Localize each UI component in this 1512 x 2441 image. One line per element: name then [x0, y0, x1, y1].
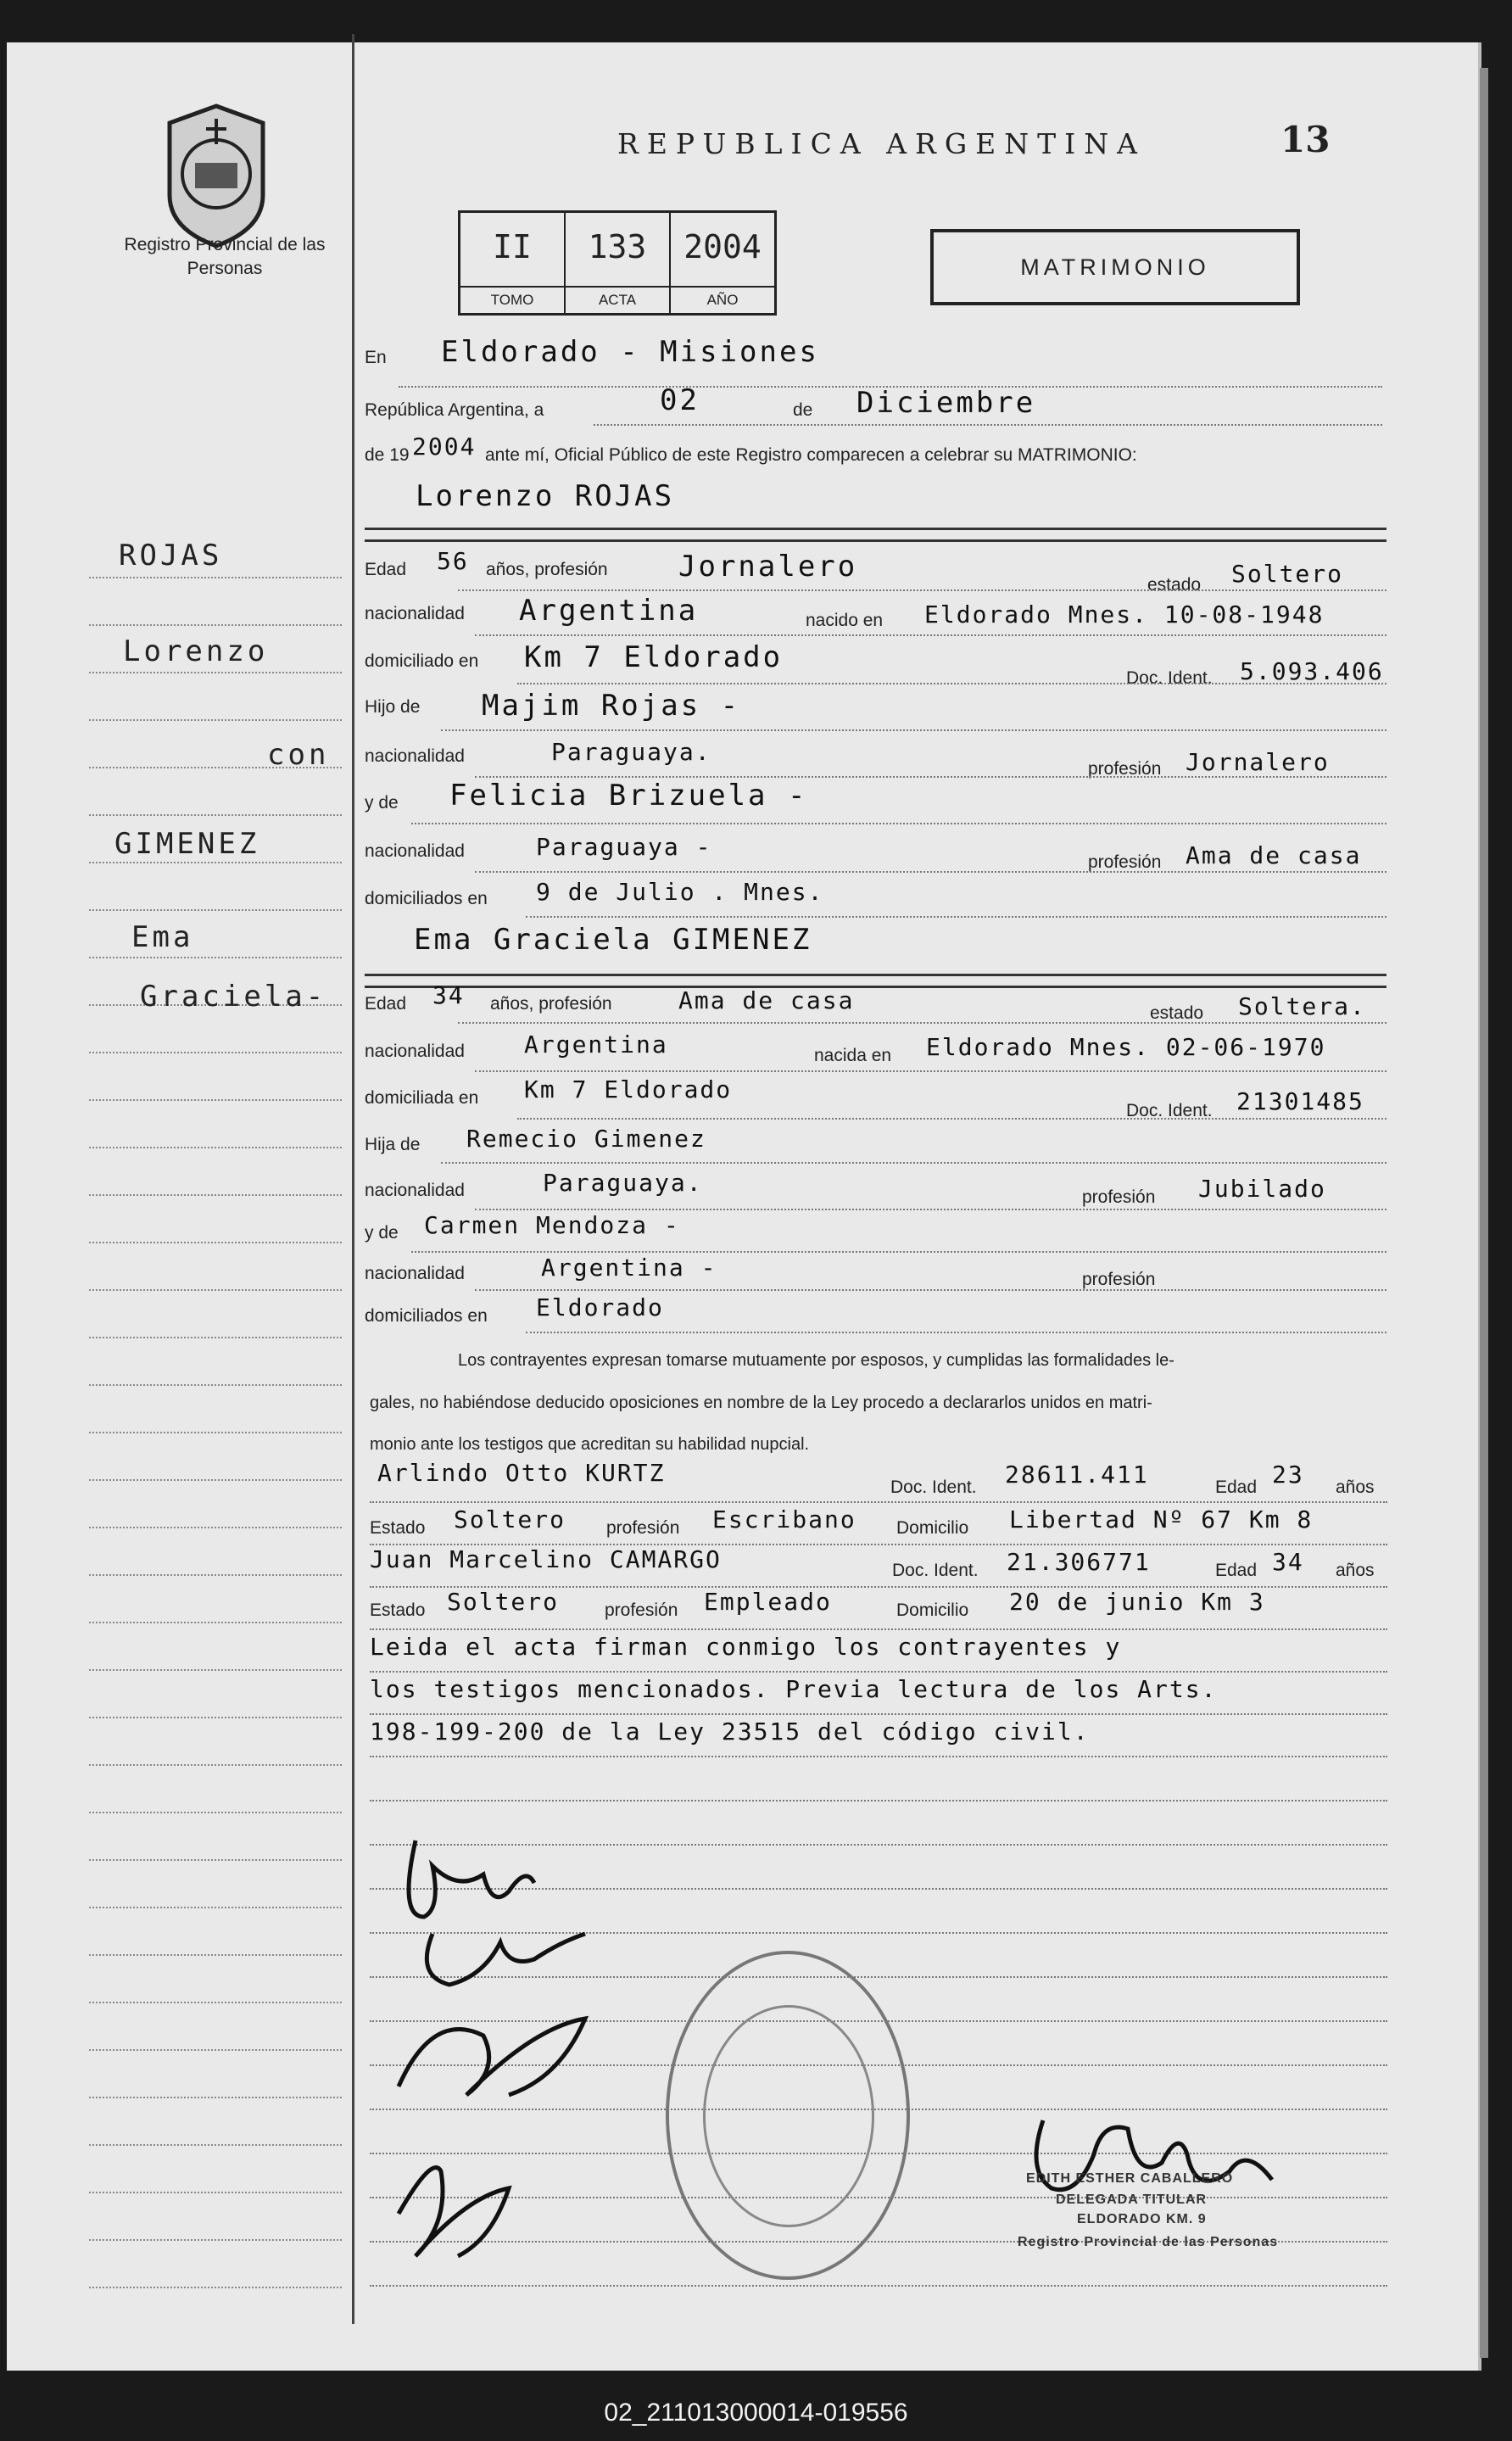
page-rule — [370, 1756, 1387, 1757]
en-label: En — [365, 348, 387, 367]
witness1-anios-label: años — [1336, 1477, 1375, 1497]
tomo-value: II — [493, 228, 532, 265]
official-seal-icon — [666, 1951, 910, 2280]
document-type: MATRIMONIO — [930, 229, 1300, 305]
bride-padre-prof-label: profesión — [1082, 1187, 1156, 1207]
statement-line2: gales, no habiéndose deducido oposiciones en nombre de la Ley procedo a declararlos unidos en matri- — [370, 1394, 1152, 1412]
witness1-line1 — [370, 1501, 1387, 1503]
bride-line8 — [526, 1332, 1386, 1333]
bride-line5 — [475, 1209, 1386, 1210]
margin-rule — [89, 1527, 342, 1528]
witness2-prof-label: profesión — [605, 1600, 678, 1620]
official-title: DELEGADA TITULAR — [1056, 2192, 1208, 2207]
groom-dom-label: domiciliado en — [365, 651, 479, 671]
groom-padres-dom-label: domiciliados en — [365, 889, 488, 908]
margin-rule — [89, 2239, 342, 2241]
bride-edad-label: Edad — [365, 994, 407, 1014]
groom-profesion: Jornalero — [678, 550, 858, 584]
witness1-estado: Soltero — [454, 1505, 566, 1533]
ante-text: ante mí, Oficial Público de este Registro comparecen a celebrar su MATRIMONIO: — [485, 445, 1137, 465]
margin-surname-bride: GIMENEZ — [114, 827, 260, 861]
margin-rule — [89, 1812, 342, 1813]
margin-rule — [89, 1147, 342, 1148]
witness2-name: Juan Marcelino CAMARGO — [370, 1545, 722, 1573]
witness2-doc-label: Doc. Ident. — [892, 1561, 979, 1580]
groom-nac-label: nacionalidad — [365, 604, 465, 623]
bride-nacida-label: nacida en — [814, 1046, 892, 1065]
groom-padre-prof-label: profesión — [1088, 759, 1162, 779]
margin-rule — [89, 1052, 342, 1053]
margin-rule — [89, 577, 342, 578]
bride-line3 — [517, 1118, 1386, 1120]
bride-nac-label: nacionalidad — [365, 1042, 465, 1061]
margin-surname-groom: ROJAS — [119, 539, 223, 573]
groom-yde-label: y de — [365, 793, 399, 813]
margin-divider — [352, 34, 354, 2324]
bride-padres-dom-label: domiciliados en — [365, 1306, 488, 1326]
groom-padre-prof: Jornalero — [1186, 748, 1330, 776]
notes-rule2 — [370, 1713, 1387, 1715]
bride-dom-label: domiciliada en — [365, 1088, 479, 1108]
witness1-edad-label: Edad — [1215, 1477, 1258, 1497]
margin-rule — [89, 2192, 342, 2193]
margin-rule — [89, 1669, 342, 1671]
bride-madre-nac: Argentina - — [541, 1254, 717, 1282]
groom-hijo-label: Hijo de — [365, 697, 421, 717]
bride-section-line — [365, 986, 1386, 988]
statement-line1: Los contrayentes expresan tomarse mutuamente por esposos, y cumplidas las formalidades le- — [458, 1351, 1174, 1370]
margin-rule — [89, 1717, 342, 1718]
anio-value: 2004 — [683, 228, 762, 265]
signatures-icon — [365, 1815, 661, 2324]
record-id-box — [458, 210, 777, 316]
bride-doc-label: Doc. Ident. — [1126, 1101, 1213, 1120]
margin-rule — [89, 1242, 342, 1243]
groom-nacionalidad: Argentina — [519, 594, 699, 628]
margin-rule — [89, 1954, 342, 1956]
witness2-estado: Soltero — [447, 1588, 560, 1616]
margin-rule — [89, 909, 342, 911]
groom-domicilio: Km 7 Eldorado — [524, 640, 784, 674]
margin-name-groom: Lorenzo — [123, 634, 269, 668]
witness2-domicilio: 20 de junio Km 3 — [1009, 1588, 1265, 1616]
bride-doc: 21301485 — [1236, 1087, 1364, 1115]
tomo-cell — [460, 213, 566, 313]
margin-name2-bride: Graciela- — [140, 980, 327, 1014]
groom-line1 — [458, 589, 1386, 591]
groom-line7 — [475, 871, 1386, 873]
image-identifier: 02_211013000014-019556 — [604, 2399, 908, 2427]
page-header: REPUBLICA ARGENTINA — [617, 127, 1146, 160]
margin-rule — [89, 1289, 342, 1291]
groom-padre-nac: Paraguaya. — [551, 738, 711, 766]
notes-line1: Leida el acta firman conmigo los contrayentes y — [370, 1633, 1122, 1661]
bride-nacida: Eldorado Mnes. 02-06-1970 — [926, 1033, 1326, 1061]
statement-line3: monio ante los testigos que acreditan su habilidad nupcial. — [370, 1435, 810, 1454]
witness1-doc: 28611.411 — [1005, 1461, 1149, 1489]
de-label: de — [793, 400, 813, 420]
groom-full-name: Lorenzo ROJAS — [416, 479, 675, 513]
witness2-edad: 34 — [1272, 1548, 1304, 1576]
witness2-estado-label: Estado — [370, 1600, 426, 1620]
bride-padres-dom: Eldorado — [536, 1293, 664, 1321]
registry-name: Registro Provincial de las Personas — [124, 235, 326, 278]
witness2-anios-label: años — [1336, 1561, 1375, 1580]
official-registry: Registro Provincial de las Personas — [1018, 2235, 1279, 2249]
margin-rule — [89, 1099, 342, 1101]
groom-padre: Majim Rojas - — [482, 689, 741, 723]
groom-padres-dom: 9 de Julio . Mnes. — [536, 878, 824, 906]
groom-madre-prof-label: profesión — [1088, 852, 1162, 872]
official-name: EDITH ESTHER CABALLERO — [1026, 2171, 1234, 2186]
witness1-domicilio: Libertad Nº 67 Km 8 — [1009, 1505, 1314, 1533]
margin-rule — [89, 1337, 342, 1338]
acta-label: ACTA — [566, 286, 669, 313]
margin-rule — [89, 1764, 342, 1766]
bride-prof-label: años, profesión — [490, 994, 612, 1014]
margin-rule — [89, 2287, 342, 2288]
bride-domicilio: Km 7 Eldorado — [524, 1075, 733, 1103]
groom-edad-label: Edad — [365, 560, 407, 579]
margin-rule — [89, 672, 342, 673]
groom-line5 — [475, 776, 1386, 778]
bride-line1 — [458, 1022, 1386, 1024]
groom-madre-nac: Paraguaya - — [536, 833, 712, 861]
groom-nacido: Eldorado Mnes. 10-08-1948 — [924, 600, 1325, 628]
margin-rule — [89, 719, 342, 721]
margin-rule — [89, 1907, 342, 1908]
bride-madre-nac-label: nacionalidad — [365, 1264, 465, 1283]
bride-yde-label: y de — [365, 1223, 399, 1243]
witness2-doc: 21.306771 — [1007, 1548, 1151, 1576]
notes-line3: 198-199-200 de la Ley 23515 del código civil. — [370, 1718, 1090, 1746]
groom-madre-prof: Ama de casa — [1186, 841, 1362, 869]
place-value: Eldorado - Misiones — [441, 335, 819, 369]
groom-estado-label: estado — [1147, 575, 1202, 595]
witness1-edad: 23 — [1272, 1461, 1304, 1489]
margin-rule — [89, 1194, 342, 1196]
witness2-profesion: Empleado — [704, 1588, 832, 1616]
tomo-label: TOMO — [460, 286, 564, 313]
bride-hija-label: Hija de — [365, 1135, 421, 1154]
groom-section-line — [365, 539, 1386, 542]
acta-value: 133 — [588, 228, 647, 265]
margin-rule — [89, 1384, 342, 1386]
bride-madre: Carmen Mendoza - — [424, 1211, 680, 1239]
year-prefix: de 19 — [365, 445, 410, 465]
date-line — [594, 424, 1382, 426]
witness1-dom-label: Domicilio — [896, 1518, 969, 1538]
page-number: 13 — [1280, 119, 1331, 160]
anio-cell — [671, 213, 774, 313]
bride-padre-nac: Paraguaya. — [543, 1169, 703, 1197]
bride-edad: 34 — [432, 981, 465, 1009]
notes-rule1 — [370, 1671, 1387, 1673]
year-value: 2004 — [412, 433, 477, 461]
republica-label: República Argentina, a — [365, 400, 544, 420]
page-rule — [370, 1800, 1387, 1801]
groom-madre: Felicia Brizuela - — [449, 779, 808, 813]
groom-line3 — [517, 683, 1386, 684]
groom-doc: 5.093.406 — [1240, 657, 1384, 685]
bride-nacionalidad: Argentina — [524, 1031, 668, 1059]
bride-full-name: Ema Graciela GIMENEZ — [414, 923, 812, 957]
official-location: ELDORADO KM. 9 — [1077, 2212, 1207, 2226]
groom-doc-label: Doc. Ident. — [1126, 668, 1213, 688]
groom-line8 — [526, 916, 1386, 918]
groom-line6 — [411, 823, 1386, 824]
bride-profesion: Ama de casa — [678, 986, 855, 1014]
bride-madre-prof-label: profesión — [1082, 1270, 1156, 1289]
margin-name-bride: Ema — [131, 920, 194, 954]
margin-rule — [89, 624, 342, 626]
bride-estado: Soltera. — [1238, 992, 1366, 1020]
groom-nacido-label: nacido en — [806, 611, 884, 630]
margin-rule — [89, 862, 342, 863]
bride-name-line — [365, 974, 1386, 976]
groom-estado: Soltero — [1231, 560, 1344, 588]
margin-rule — [89, 1479, 342, 1481]
witness2-edad-label: Edad — [1215, 1561, 1258, 1580]
bride-line6 — [411, 1251, 1386, 1253]
margin-rule — [89, 1432, 342, 1433]
bride-line7 — [475, 1289, 1386, 1291]
bride-padre: Remecio Gimenez — [466, 1125, 706, 1153]
witness1-profesion: Escribano — [712, 1505, 856, 1533]
margin-rule — [89, 2144, 342, 2146]
bride-estado-label: estado — [1150, 1003, 1204, 1023]
bride-line2 — [475, 1070, 1386, 1072]
margin-rule — [89, 1859, 342, 1861]
provincial-seal-icon — [157, 102, 276, 250]
witness2-dom-label: Domicilio — [896, 1600, 969, 1620]
witness1-name: Arlindo Otto KURTZ — [377, 1459, 666, 1487]
witness1-doc-label: Doc. Ident. — [890, 1477, 977, 1497]
groom-edad: 56 — [437, 547, 469, 575]
groom-madre-nac-label: nacionalidad — [365, 841, 465, 861]
acta-cell — [566, 213, 671, 313]
margin-rule — [89, 957, 342, 958]
groom-padre-nac-label: nacionalidad — [365, 746, 465, 766]
margin-rule — [89, 2097, 342, 2098]
witness1-estado-label: Estado — [370, 1518, 426, 1538]
margin-rule — [89, 2049, 342, 2051]
bride-padre-nac-label: nacionalidad — [365, 1181, 465, 1200]
groom-name-line — [365, 528, 1386, 530]
groom-line4 — [441, 729, 1386, 731]
witness2-line2 — [370, 1628, 1387, 1630]
groom-line2 — [475, 634, 1386, 636]
notes-line2: los testigos mencionados. Previa lectura de los Arts. — [370, 1675, 1218, 1703]
margin-con: con — [267, 738, 330, 772]
page-edge — [1480, 68, 1488, 2358]
margin-rule — [89, 2002, 342, 2003]
margin-rule — [89, 814, 342, 816]
month-value: Diciembre — [856, 386, 1036, 420]
day-value: 02 — [660, 383, 700, 417]
groom-prof-label: años, profesión — [486, 560, 608, 579]
margin-rule — [89, 1574, 342, 1576]
anio-label: AÑO — [671, 286, 774, 313]
witness1-prof-label: profesión — [606, 1518, 680, 1538]
bride-line4 — [441, 1162, 1386, 1164]
bride-padre-prof: Jubilado — [1198, 1175, 1326, 1203]
margin-rule — [89, 1622, 342, 1623]
